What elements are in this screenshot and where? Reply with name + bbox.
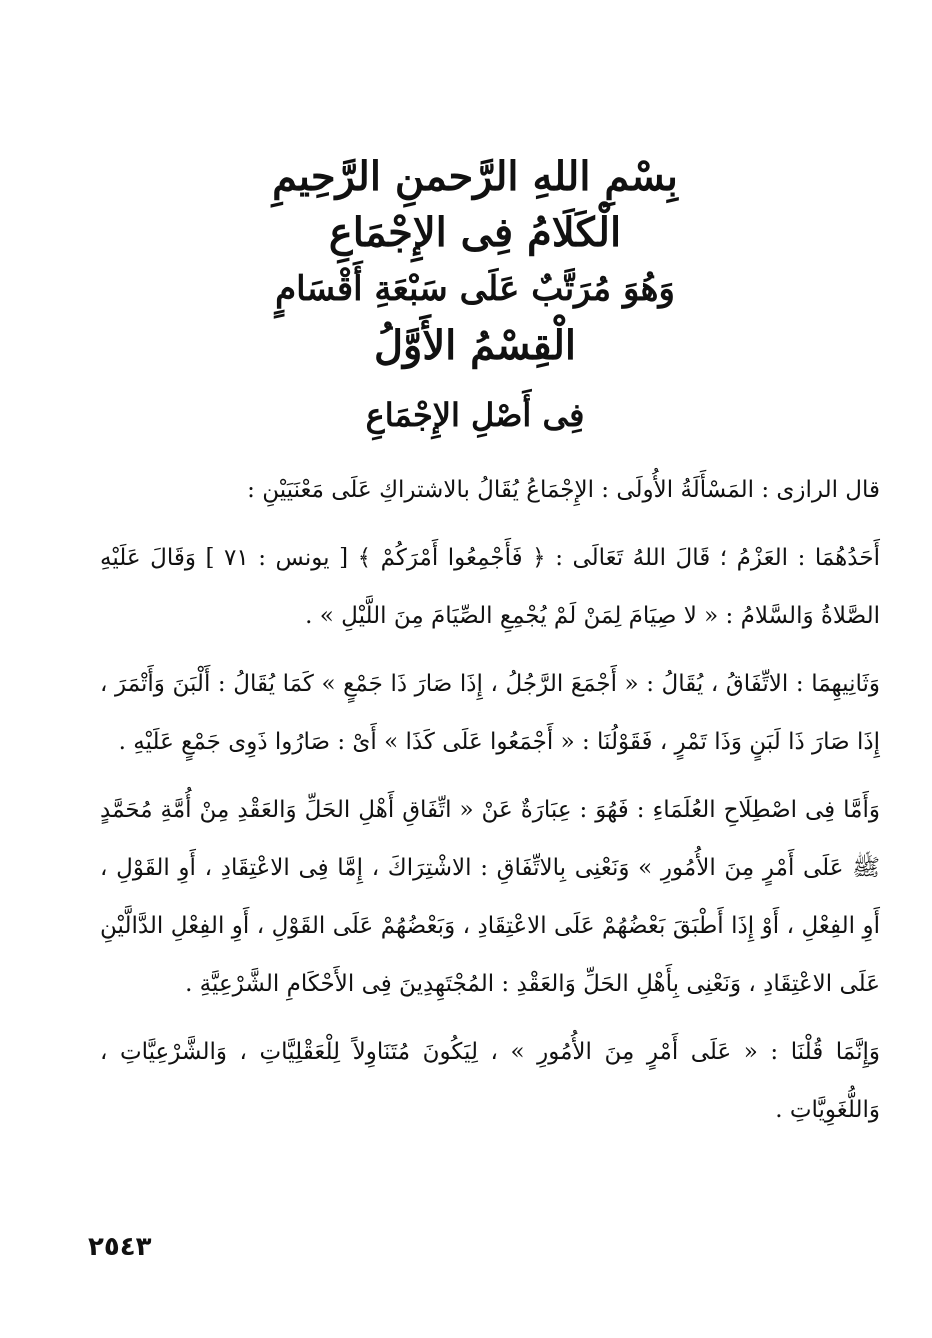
page-number: ٢٥٤٣ xyxy=(88,1232,152,1262)
paragraph-2: أَحَدُهُمَا : العَزْمُ ؛ قَالَ اللهُ تَعَالَى : ﴿ فَأَجْمِعُوا أَمْرَكُمْ ﴾ [ يونس : ٧١ ] وَقَالَ عَلَيْهِ الصَّلاةُ وَالسَّلامُ : « لا صِيَامَ لِمَنْ لَمْ يُجْمِعِ الصِّيَامَ مِنَ اللَّيْلِ » . xyxy=(100,544,880,629)
topic-heading: فِى أَصْلِ الإِجْمَاعِ xyxy=(365,395,585,434)
body-text xyxy=(100,461,880,1139)
paragraph-5: وَإِنَّمَا قُلْنَا : « عَلَى أَمْرٍ مِنَ الأُمُورِ » ، لِيَكُونَ مُتَنَاوِلاً لِلْعَقْلِيَّاتِ ، وَالشَّرْعِيَّاتِ ، وَاللُّغَوِيَّاتِ . xyxy=(100,1038,880,1123)
paragraph-4: وَأَمَّا فِى اصْطِلَاحِ العُلَمَاءِ : فَهُوَ : عِبَارَةٌ عَنْ « اتِّفَاقِ أَهْلِ الحَلِّ وَالعَقْدِ مِنْ أُمَّةِ مُحَمَّدٍ ﷺ عَلَى أَمْرٍ مِنَ الأُمُورِ » وَنَعْنِى بِالاتِّفَاقِ : الاشْتِرَاكَ ، إِمَّا فِى الاعْتِقَادِ ، أَوِ القَوْلِ ، أَوِ الفِعْلِ ، أَوْ إِذَا أَطْبَقَ بَعْضُهُمْ عَلَى الاعْتِقَادِ ، وَبَعْضُهُمْ عَلَى القَوْلِ ، أَوِ الفِعْلِ الدَّالَّيْنِ عَلَى الاعْتِقَادِ ، وَنَعْنِى بِأَهْلِ الحَلِّ وَالعَقْدِ : المُجْتَهِدِينَ فِى الأَحْكَامِ الشَّرْعِيَّةِ . xyxy=(100,796,880,997)
headings-block xyxy=(130,152,820,435)
paragraph-3: وَثَانِيهِمَا : الاتِّفَاقُ ، يُقَالُ : « أَجْمَعَ الرَّجُلُ ، إِذَا صَارَ ذَا جَمْعٍ » كَمَا يُقَالُ : أَلْبَنَ وَأَتْمَرَ ، إِذَا صَارَ ذَا لَبَنٍ وَذَا تَمْرٍ ، فَقَوْلُنَا : « أَجْمَعُوا عَلَى كَذَا » أَىْ : صَارُوا ذَوِى جَمْعٍ عَلَيْهِ . xyxy=(100,670,880,755)
chapter-subtitle: وَهُوَ مُرَتَّبٌ عَلَى سَبْعَةِ أَقْسَامٍ xyxy=(275,269,675,309)
chapter-title: الْكَلَامُ فِى الإِجْمَاعِ xyxy=(328,209,622,256)
paragraph-1: قال الرازى : المَسْأَلَةُ الأُولَى : الإِجْمَاعُ يُقَالُ بالاشتراكِ عَلَى مَعْنَيَيْنِ : xyxy=(247,476,880,503)
part-heading: الْقِسْمُ الأَوَّلُ xyxy=(373,321,577,369)
basmala-heading: بِسْمِ اللهِ الرَّحمنِ الرَّحِيمِ xyxy=(272,153,678,200)
page-content xyxy=(60,150,880,1149)
